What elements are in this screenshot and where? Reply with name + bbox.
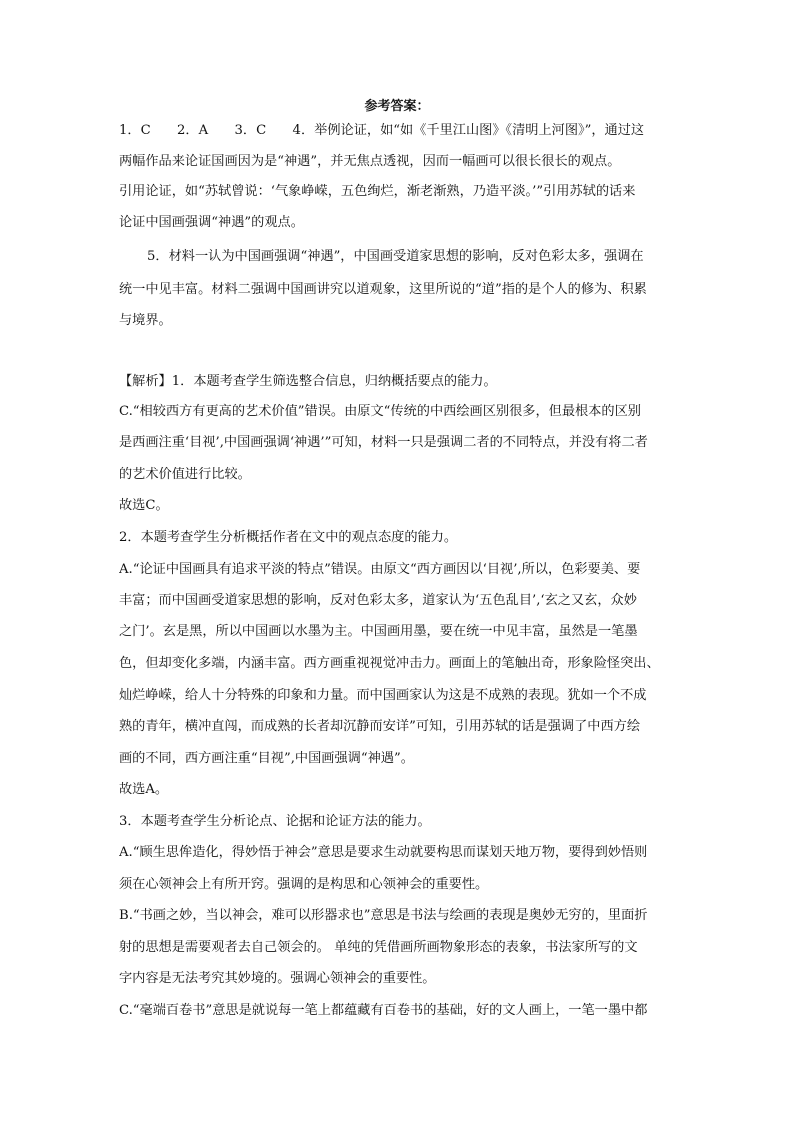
analysis-line-8: 丰富；而中国画受道家思想的影响，反对色彩太多，道家认为‘五色乱目’,‘玄之又玄，众妙	[119, 593, 637, 608]
answer-line-6: 统一中见丰富。材料二强调中国画讲究以道观象，这里所说的“道”指的是个人的修为、积累	[119, 282, 647, 297]
answer-line-2: 两幅作品来论证国画因为是“神遇”，并无焦点透视，因而一幅画可以很长很长的观点。	[119, 154, 621, 169]
analysis-line-16: A.“顾生思侔造化，得妙悟于神会”意思是要求生动就要构思而谋划天地万物，要得到妙悟则	[119, 845, 648, 860]
analysis-line-20: 字内容是无法考究其妙境的。强调心领神会的重要性。	[119, 971, 436, 986]
answer-line-7: 与境界。	[119, 313, 172, 328]
analysis-line-7: A.“论证中国画具有追求平淡的特点”错误。由原文“西方画因以‘目视’,所以，色彩要美、要	[119, 562, 641, 577]
analysis-line-17: 须在心领神会上有所开窍。强调的是构思和心领神会的重要性。	[119, 877, 489, 892]
analysis-line-2: C.“相较西方有更高的艺术价值”错误。由原文“传统的中西绘画区别很多，但最根本的区别	[119, 404, 641, 419]
analysis-line-4: 的艺术价值进行比较。	[119, 467, 251, 482]
analysis-line-1: 【解析】1．本题考查学生筛选整合信息，归纳概括要点的能力。	[119, 374, 497, 389]
analysis-line-12: 熟的青年，横冲直闯，而成熟的长者却沉静而安详”可知，引用苏轼的话是强调了中西方绘	[119, 719, 641, 734]
page-title: 参考答案：	[364, 99, 430, 114]
analysis-line-18: B.“书画之妙，当以神会，难可以形器求也”意思是书法与绘画的表现是奥妙无穷的，里面折	[119, 908, 648, 923]
analysis-line-6: 2．本题考查学生分析概括作者在文中的观点态度的能力。	[119, 530, 458, 545]
answer-line-5: 5．材料一认为中国画强调“神遇”，中国画受道家思想的影响，反对色彩太多，强调在	[147, 249, 644, 264]
analysis-line-21: C.“毫端百卷书”意思是就说每一笔上都蕴藏有百卷书的基础，好的文人画上，一笔一墨中都	[119, 1003, 648, 1018]
analysis-line-9: 之门’。玄是黑，所以中国画以水墨为主。中国画用墨，要在统一中见丰富，虽然是一笔墨	[119, 624, 638, 639]
analysis-line-14: 故选A。	[119, 782, 169, 797]
answer-line-1: 1．C 2．A 3．C 4．举例论证，如“如《千里江山图》《清明上河图》”，通过这	[119, 123, 645, 138]
analysis-line-11: 灿烂峥嵘，给人十分特殊的印象和力量。而中国画家认为这是不成熟的表现。犹如一个不成	[119, 688, 647, 703]
analysis-line-13: 画的不同，西方画注重“目视”,中国画强调“神遇”。	[119, 751, 414, 766]
analysis-line-15: 3．本题考查学生分析论点、论据和论证方法的能力。	[119, 814, 431, 829]
answer-line-3: 引用论证，如“苏轼曾说：‘气象峥嵘，五色绚烂，渐老渐熟，乃造平淡。’”引用苏轼的话来	[119, 184, 636, 199]
analysis-line-3: 是西画注重‘目视’,中国画强调‘神遇’”可知，材料一只是强调二者的不同特点，并没有将二者	[119, 435, 648, 450]
answer-line-4: 论证中国画强调“神遇”的观点。	[119, 215, 304, 230]
analysis-line-5: 故选C。	[119, 498, 169, 513]
analysis-line-19: 射的思想是需要观者去自己领会的。 单纯的凭借画所画物象形态的表象，书法家所写的文	[119, 940, 638, 955]
analysis-line-10: 色，但却变化多端，内涵丰富。西方画重视视觉冲击力。画面上的笔触出奇，形象险怪突出、	[119, 656, 660, 671]
